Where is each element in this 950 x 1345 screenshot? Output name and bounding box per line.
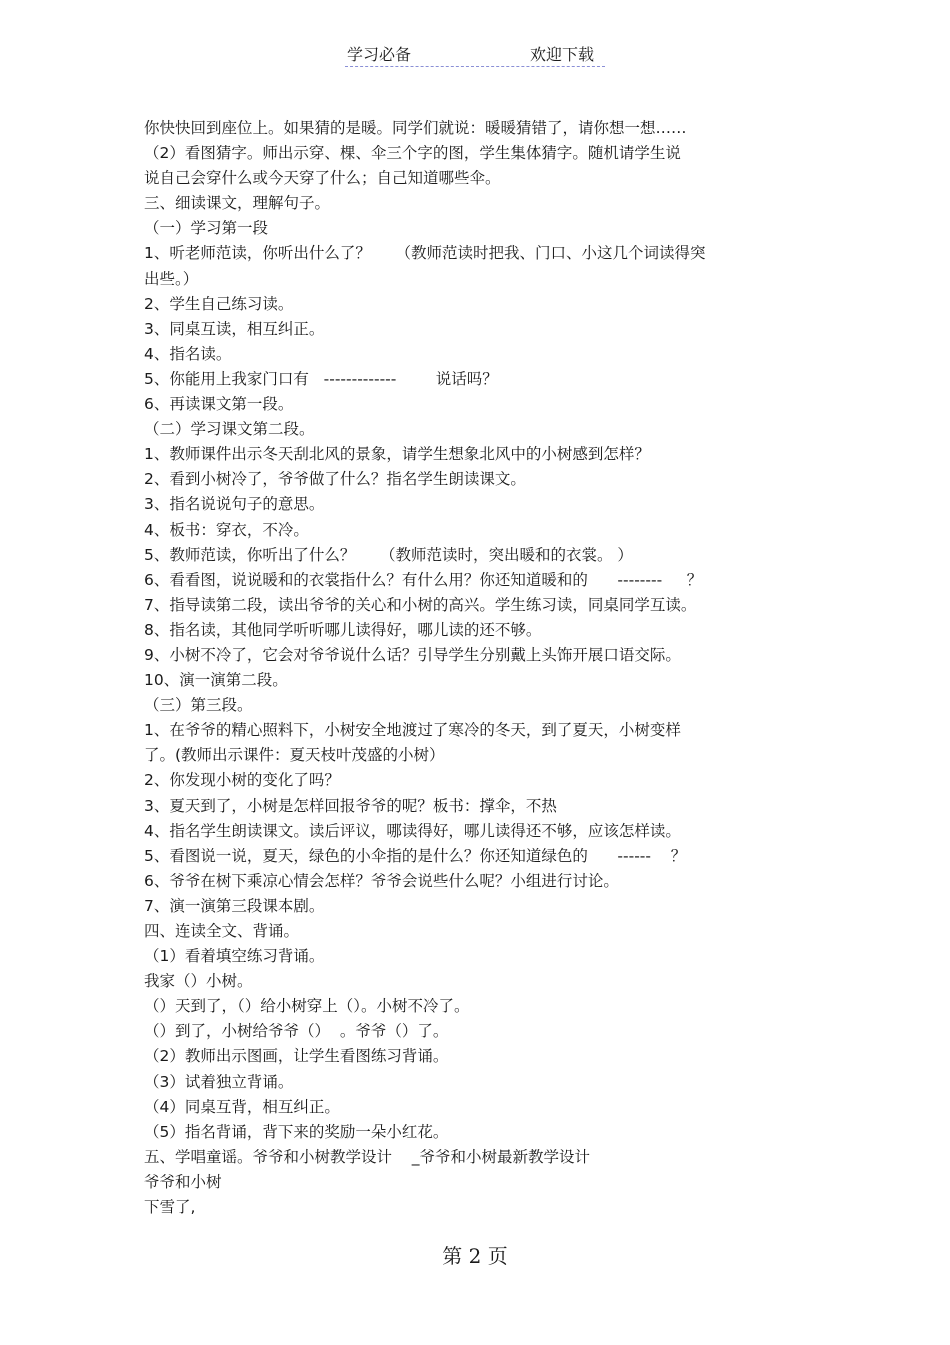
text-line: 5、教师范读，你听出了什么？ （教师范读时，突出暖和的衣裳。 ）	[144, 545, 633, 564]
text-line: 3、夏天到了，小树是怎样回报爷爷的呢？板书：撑伞，不热	[144, 796, 557, 815]
text-line: 7、指导读第二段，读出爷爷的关心和小树的高兴。学生练习读，同桌同学互读。	[144, 595, 697, 614]
text-line: 我家（）小树。	[144, 972, 253, 991]
text-line: 3、指名说说句子的意思。	[144, 495, 325, 514]
text-line: 五、学唱童谣。爷爷和小树教学设计 _爷爷和小树最新教学设计	[144, 1147, 590, 1166]
text-line: （1）看着填空练习背诵。	[144, 947, 325, 966]
text-line: 下雪了,	[144, 1198, 196, 1217]
text-line: （二）学习课文第二段。	[144, 420, 315, 439]
text-line: （4）同桌互背，相互纠正。	[144, 1097, 340, 1116]
text-line: （三）第三段。	[144, 696, 253, 715]
text-line: 9、小树不冷了，它会对爷爷说什么话？引导学生分别戴上头饰开展口语交际。	[144, 645, 681, 664]
text-line: 1、教师课件出示冬天刮北风的景象，请学生想象北风中的小树感到怎样？	[144, 445, 650, 464]
text-line: （一）学习第一段	[144, 219, 269, 238]
text-line: 2、你发现小树的变化了吗？	[144, 771, 340, 790]
header-right-text: 欢迎下载	[530, 45, 595, 64]
text-line: 5、你能用上我家门口有 ------------- 说话吗？	[144, 369, 498, 388]
text-line: 1、在爷爷的精心照料下，小树安全地渡过了寒冷的冬天，到了夏天，小树变样	[144, 721, 681, 740]
text-line: （）天到了，（）给小树穿上（）。小树不冷了。	[144, 997, 470, 1016]
text-line: 4、指名读。	[144, 344, 232, 363]
header-left-text: 学习必备	[347, 45, 412, 64]
text-line: 7、演一演第三段课本剧。	[144, 896, 325, 915]
text-line: 5、看图说一说，夏天，绿色的小伞指的是什么？你还知道绿色的 ------ ？	[144, 846, 687, 865]
text-line: 8、指名读，其他同学听听哪儿读得好，哪儿读的还不够。	[144, 620, 542, 639]
text-line: （2）教师出示图画，让学生看图练习背诵。	[144, 1047, 449, 1066]
text-line: 10、演一演第二段。	[144, 671, 288, 690]
text-line: （）到了，小树给爷爷（） 。爷爷（）了。	[144, 1022, 449, 1041]
document-body	[144, 116, 804, 1220]
text-line: 三、细读课文，理解句子。	[144, 194, 331, 213]
text-line: 出些。）	[144, 269, 199, 288]
text-line: 2、学生自己练习读。	[144, 294, 294, 313]
text-line: （3）试着独立背诵。	[144, 1072, 294, 1091]
text-line: 说自己会穿什么或今天穿了什么；自己知道哪些伞。	[144, 169, 501, 188]
text-line: 6、再读课文第一段。	[144, 395, 294, 414]
text-line: 1、听老师范读，你听出什么了？ （教师范读时把我、门口、小这几个词读得突	[144, 244, 706, 263]
text-line: （2）看图猜字。师出示穿、棵、伞三个字的图，学生集体猜字。随机请学生说	[144, 144, 681, 163]
text-line: 爷爷和小树	[144, 1172, 222, 1191]
text-line: 4、指名学生朗读课文。读后评议，哪读得好，哪儿读得还不够，应该怎样读。	[144, 821, 681, 840]
text-line: 你快快回到座位上。如果猜的是暖。同学们就说：暖暖猜错了，请你想一想……	[144, 119, 687, 137]
text-line: 4、板书：穿衣，不冷。	[144, 520, 309, 539]
text-line: 6、看看图，说说暖和的衣裳指什么？有什么用？你还知道暖和的 -------- ？	[144, 570, 703, 589]
page-header	[345, 40, 605, 67]
text-line: 了。(教师出示课件：夏天枝叶茂盛的小树）	[144, 746, 445, 765]
text-line: 6、爷爷在树下乘凉心情会怎样？爷爷会说些什么呢？小组进行讨论。	[144, 871, 619, 890]
page-number: 第 2 页	[442, 1244, 508, 1268]
text-line: （5）指名背诵，背下来的奖励一朵小红花。	[144, 1122, 449, 1141]
text-line: 2、看到小树冷了，爷爷做了什么？指名学生朗读课文。	[144, 470, 526, 489]
text-line: 四、连读全文、背诵。	[144, 922, 300, 940]
text-line: 3、同桌互读，相互纠正。	[144, 319, 325, 338]
